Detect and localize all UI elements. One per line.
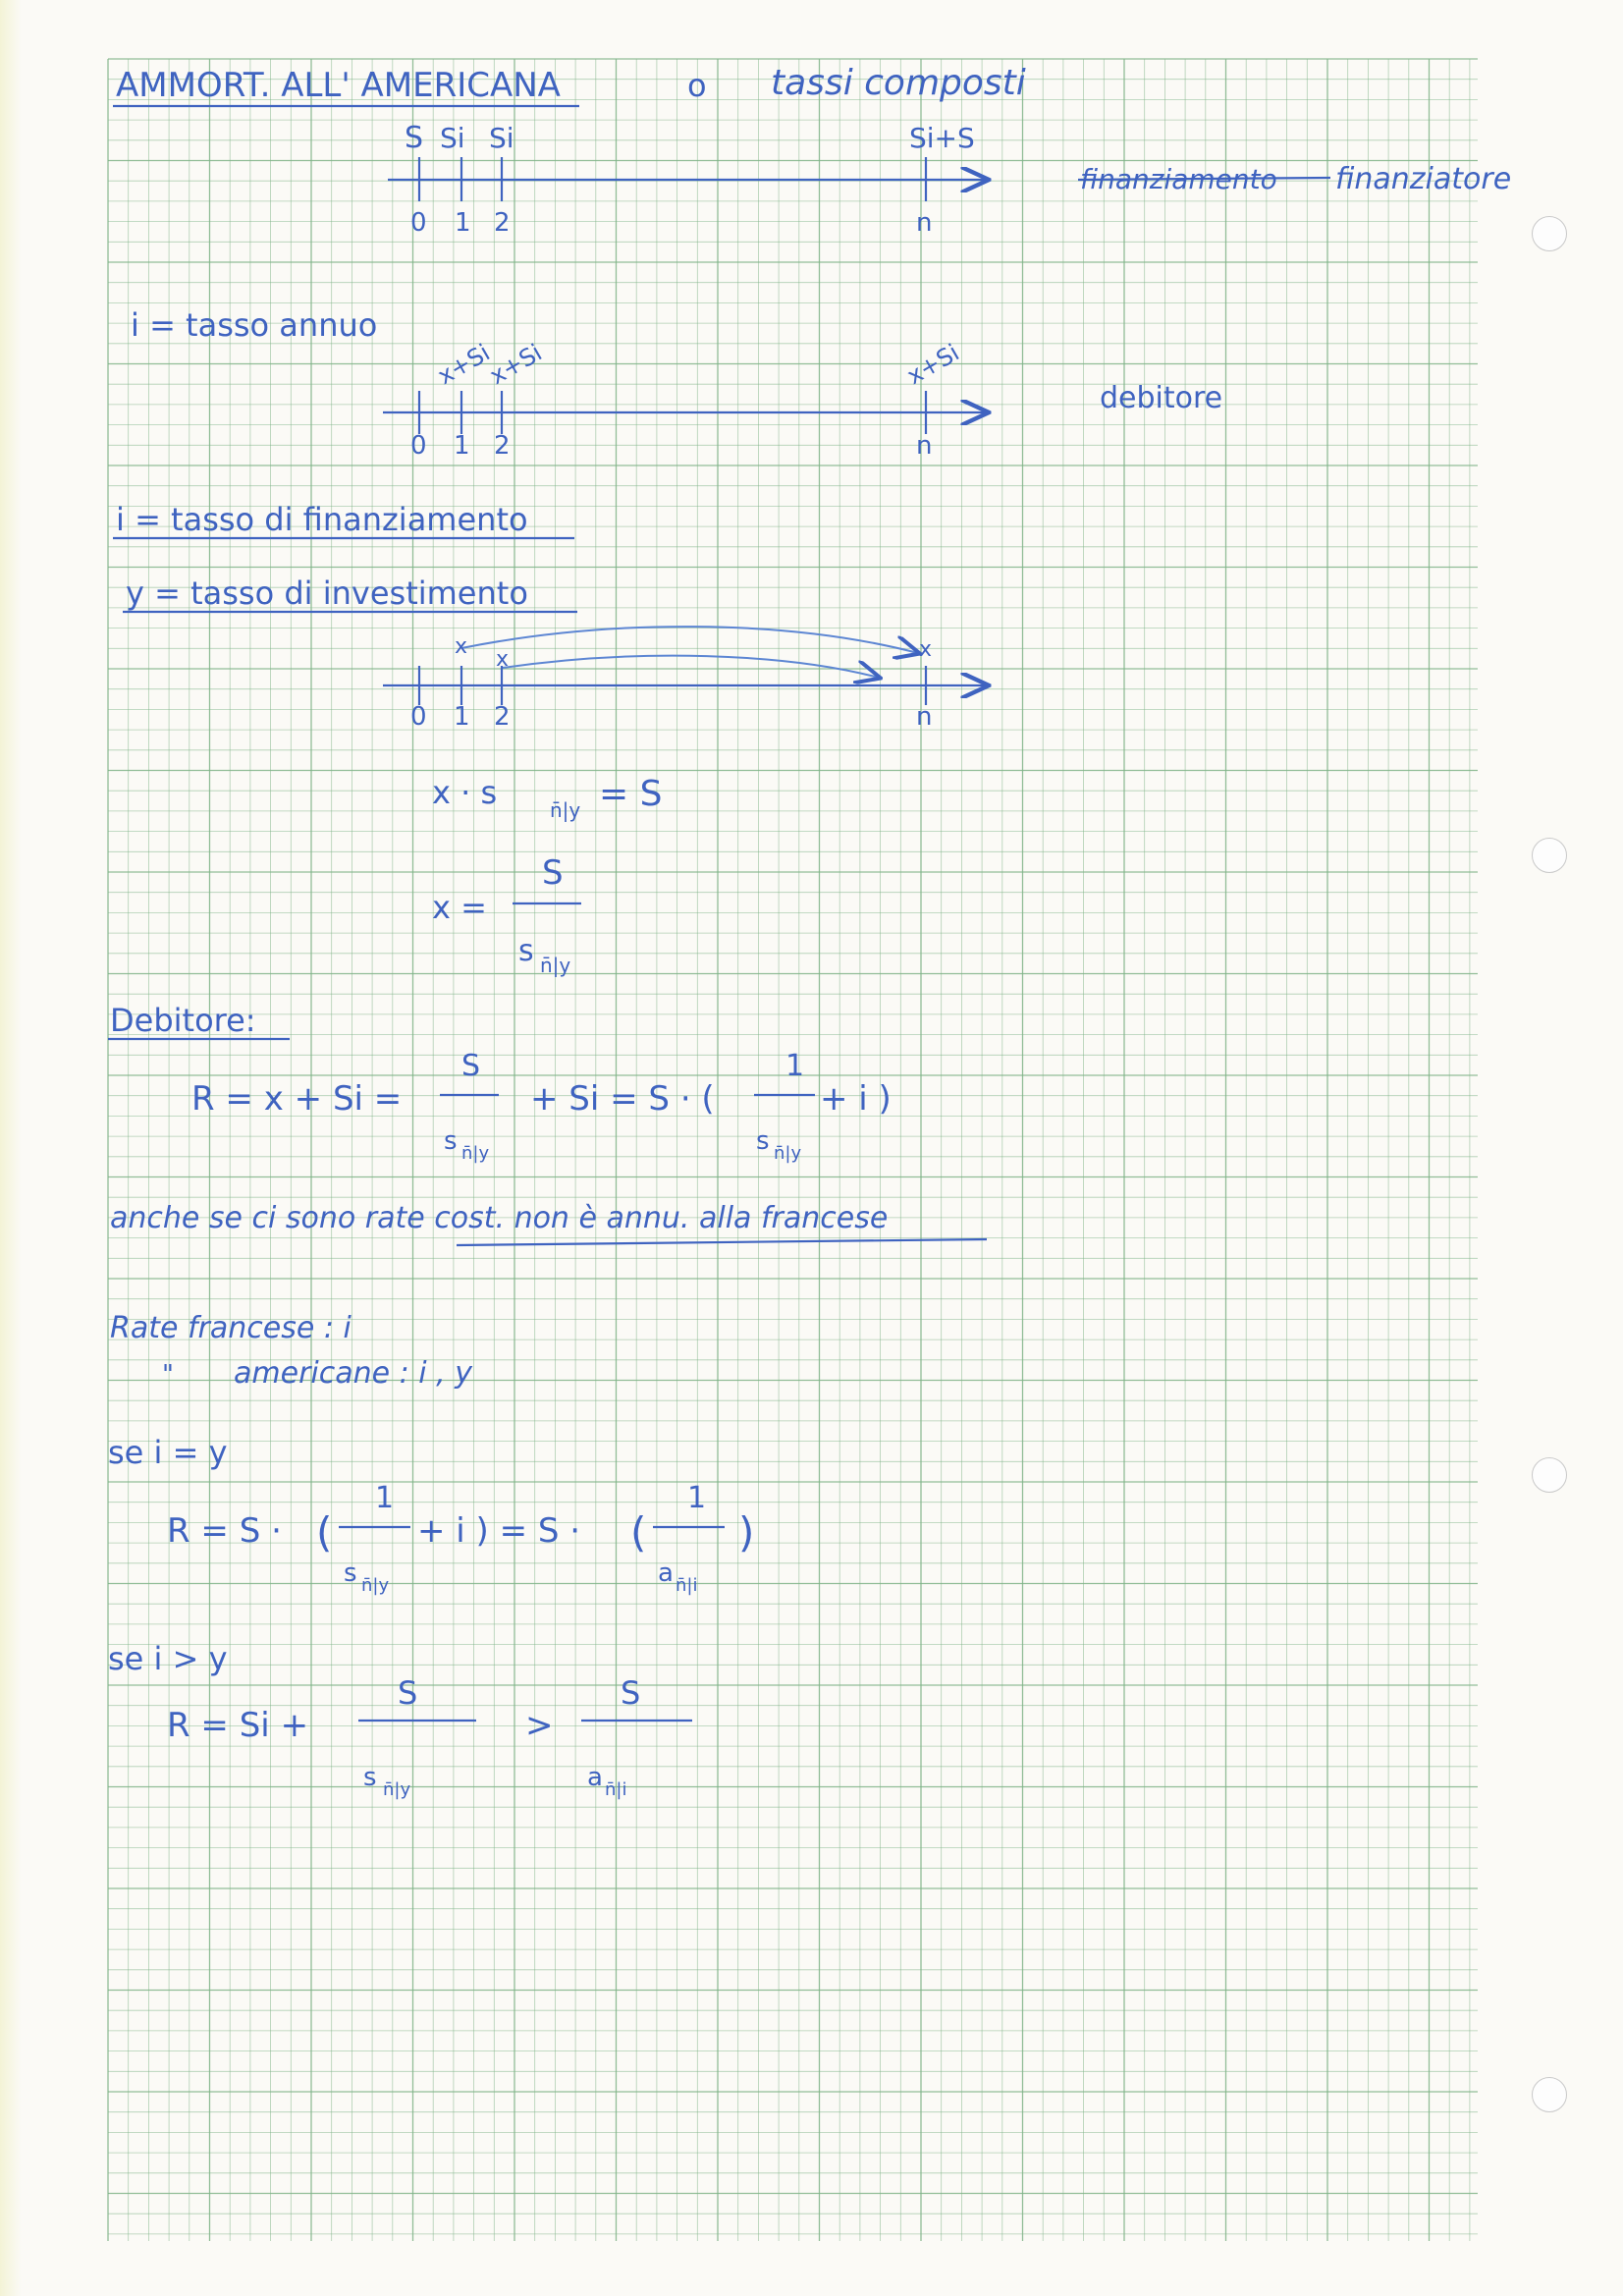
fraction-numerator: 1	[785, 1049, 805, 1083]
fraction-subscript: n̄|y	[383, 1779, 411, 1800]
cashflow-label: Si	[440, 122, 465, 154]
timeline-finanziatore	[388, 121, 1511, 238]
fraction-numerator: S	[461, 1049, 481, 1083]
definition-i: i = tasso di finanziamento	[116, 501, 528, 538]
fraction-numerator: S	[398, 1674, 418, 1712]
cashflow-label: x+Si	[902, 338, 964, 391]
tick-label: n	[916, 208, 933, 238]
fraction-numerator: S	[621, 1674, 641, 1712]
tick-label: n	[916, 431, 933, 461]
formula-x	[432, 853, 581, 977]
rate-type-american: americane : i , y	[234, 1356, 472, 1391]
cashflow-label: x	[919, 637, 933, 662]
remark-underline	[457, 1239, 987, 1245]
formula-R: R = Si +	[167, 1706, 309, 1745]
definition-y: y = tasso di investimento	[126, 574, 528, 612]
fraction-subscript: n̄|i	[605, 1779, 627, 1800]
formula-lhs: x · s	[432, 774, 498, 811]
rate-types	[110, 1311, 473, 1391]
formula-subscript: n̄|y	[550, 798, 581, 822]
tick-label: 0	[410, 702, 427, 732]
fraction-numerator: 1	[687, 1481, 707, 1515]
fraction-subscript: n̄|y	[361, 1575, 390, 1596]
tick-label: 1	[454, 702, 470, 732]
fraction-numerator: 1	[375, 1481, 395, 1515]
formula-tail: + i )	[820, 1079, 892, 1119]
role-label-finanziatore: finanziatore	[1335, 162, 1512, 196]
timeline-fondo	[383, 627, 987, 732]
cashflow-label: Si	[489, 122, 514, 154]
formula-R: R = x + Si =	[191, 1079, 403, 1119]
case-condition: se i > y	[108, 1640, 228, 1677]
cashflow-label: Si+S	[909, 122, 975, 154]
rate-definition: i = tasso annuo	[131, 306, 378, 344]
formula-middle: + Si = S · (	[530, 1079, 715, 1119]
cashflow-label: S	[405, 121, 424, 155]
timeline-debitore	[383, 339, 1222, 461]
paren-close: )	[738, 1508, 755, 1557]
formula-lhs: x =	[432, 889, 487, 926]
fraction-denominator: s	[363, 1763, 377, 1792]
fraction-numerator: S	[542, 853, 564, 893]
strikethrough-word: finanziamento	[1080, 163, 1277, 195]
case-greater	[108, 1640, 692, 1800]
ditto-mark: "	[162, 1360, 174, 1390]
formula-R: R = S ·	[167, 1511, 282, 1551]
accumulation-arrow	[461, 627, 918, 653]
tick-label: 2	[494, 702, 511, 732]
paren-open: (	[316, 1508, 333, 1557]
fraction-denominator: s	[518, 934, 534, 968]
fraction-denominator: s	[756, 1126, 770, 1156]
title-block	[113, 63, 1026, 106]
fraction-subscript: n̄|y	[461, 1143, 490, 1164]
remark	[110, 1201, 987, 1245]
paren-open: (	[630, 1508, 647, 1557]
tick-label: 0	[410, 208, 427, 238]
fraction-denominator: s	[444, 1126, 458, 1156]
cashflow-label: x+Si	[433, 338, 495, 391]
fraction-denominator: s	[344, 1558, 357, 1588]
comparison-sign: >	[525, 1706, 554, 1745]
section-debitore	[108, 1002, 892, 1164]
section-heading: Debitore:	[110, 1002, 256, 1039]
fraction-subscript: n̄|y	[774, 1143, 802, 1164]
title-suffix: tassi composti	[771, 63, 1026, 103]
tick-label: 0	[410, 431, 427, 461]
fraction-subscript: n̄|i	[676, 1575, 698, 1596]
case-condition: se i = y	[108, 1434, 228, 1471]
cashflow-label: x	[496, 647, 510, 672]
accumulation-arrow	[503, 656, 879, 678]
fraction-denominator: a	[587, 1763, 603, 1792]
formula-rhs: = S	[599, 774, 663, 814]
fraction-subscript: n̄|y	[540, 954, 571, 977]
fraction-denominator: a	[658, 1558, 674, 1588]
tick-label: n	[916, 702, 933, 732]
tick-label: 1	[454, 431, 470, 461]
cashflow-label: x+Si	[485, 338, 547, 391]
cashflow-label: x	[455, 634, 468, 659]
remark-text: anche se ci sono rate cost. non è annu. alla francese	[110, 1201, 889, 1235]
tick-label: 1	[455, 208, 471, 238]
page-title: AMMORT. ALL' AMERICANA	[116, 66, 561, 105]
tick-label: 2	[494, 431, 511, 461]
formula-sinking-fund	[432, 774, 662, 822]
case-equal	[108, 1434, 754, 1596]
role-label-debitore: debitore	[1100, 381, 1223, 415]
rate-type-french: Rate francese : i	[110, 1311, 352, 1345]
formula-middle: + i ) = S ·	[417, 1511, 581, 1551]
tick-label: 2	[494, 208, 511, 238]
title-or: o	[687, 67, 707, 104]
